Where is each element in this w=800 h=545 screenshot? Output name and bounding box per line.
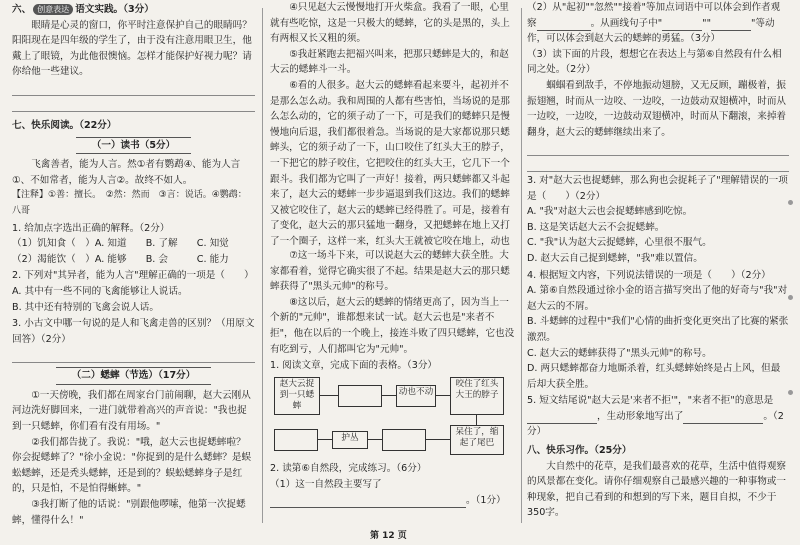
flow-box-still: 动也不动 [396,385,436,407]
option-3b[interactable]: B. 这是笑话赵大云不会捉蟋蟀。 [527,221,665,233]
question-1a[interactable]: （1）饥知食（ ）A. 知道 B. 了解 C. 知觉 [12,238,229,250]
flow-box-guard: 护丛 [332,431,368,449]
binding-holes [788,200,794,485]
question-2: 2. 下列对"其异者，能为人言"理解正确的一项是（ ） [12,270,254,282]
binding-hole-icon [788,200,793,205]
section-8-heading: 八、快乐习作。（25分） [527,445,632,457]
binding-hole-icon [788,390,793,395]
flow-arrow [436,395,450,396]
question-4: 4. 根据短文内容，下列说法错误的一项是（ ）（2分） [527,269,771,281]
section-7-heading: 七、快乐阅读。（22分） [12,119,117,131]
middle-column [270,0,516,530]
section-title: 语文实践。（3分） [75,4,154,15]
paragraph-1: ①一天傍晚，我们都在周家台门前闹聊，赵大云刚从河边洗好脚回来，一进门就带着高兴的声音说："我也捉到一只蟋蟀，你们看有没有用场。" [12,389,251,433]
option-3c[interactable]: C. "我"认为赵大云捉蟋蟀，心里很不服气。 [527,237,712,249]
question-3: 3. 小古文中哪一句说的是人和飞禽走兽的区别？（用原文回答）（2分） [12,318,255,345]
right-column [527,0,789,530]
question-2a-line[interactable]: 。（1分） [270,493,516,509]
flow-box-blank[interactable] [382,429,426,451]
section-6-text: 眼睛是心灵的窗口，你平时注意保护自己的眼睛吗？阳阳现在是四年级的学生了，由于没有注意用眼卫生，他戴上了眼镜，为此他很懊恼。怎样才能保护好视力呢？请你给他一些建议。 [12,19,252,78]
option-4b[interactable]: B. 斗蟋蟀的过程中"我们"心情的曲折变化更突出了比赛的紧张激烈。 [527,316,789,343]
annotation-note: 【注释】①善：擅长。 ②然：然而 ③言：说话。④鹦鹉：八哥 [12,190,247,216]
question-2b: （2）从"起初""忽然""接着"等加点词语中可以体会到作者观察 。从画线句子中" "" "等动作，可以体会到赵大云的蟋蟀的勇猛。（3分） [527,2,781,45]
section-badge: 创意表达 [33,4,73,15]
section-8-prompt: 大自然中的花草，是我们最喜欢的花草，生活中值得观察的风景都在变化。请你仔细观察自己最感兴趣的一种事物或一种现象，把自己看到的和想到的写下来，题目自拟，不少于350字。 [527,460,787,519]
flow-arrow [426,439,450,440]
paragraph-8: ⑧这以后，赵大云的蟋蟀的情绪更高了，因为当上一个新的"元帅"，谁都想来试一试。赵大云也是"来者不拒"，他在以后的一个晚上，接连斗败了四只蟋蟀，它也没有吃到亏，人们都叫它为"元帅"。 [270,296,515,355]
flow-box-blank[interactable] [338,385,382,407]
question-5: 5. 短文结尾说"赵大云是'来者不拒'"，"来者不拒"的意思是，生动形象地写出了 。（2分） [527,395,784,438]
page-number: 第 12 页 [370,531,407,541]
left-column [12,0,255,530]
paragraph-5: ⑤我赶紧跑去把福兴叫来，把那只蟋蟀是大的，和赵大云的蟋蟀斗一斗。 [270,48,509,76]
option-4c[interactable]: C. 赵大云的蟋蟀获得了"黑头元帅"的称号。 [527,347,712,359]
classical-passage: 飞禽善者，能为人言。然①者有鹦鹉④、能为人言①、不如常者，能为人言②。故终不如人。 [12,159,241,186]
answer-line[interactable] [527,141,789,156]
flow-arrow [382,395,396,396]
comparison-passage: 蝈蝈看到敌手，不停地振动翅膀，又无反顾，蹦极着，振振翅翘，时而从一边咬、一边咬，一边鼓动双翅横冲，时而从一边咬，一边咬，一边鼓动双翅横冲，时而从下翻滚，来掉着翻身，赵大云的蟋蟀继续出来了。 [527,79,787,138]
flow-box-blank[interactable] [274,429,318,451]
question-2-practice: 2. 读第⑥自然段，完成练习。（6分） [270,463,427,475]
option-2a[interactable]: A. 其中有一些不同的飞禽能够让人说话。 [12,285,188,297]
question-1-table: 1. 阅读文章，完成下面的表格。（3分） [270,359,438,371]
binding-hole-icon [788,295,793,300]
flow-box-bite: 咬住了红头大王的脖子 [450,377,504,415]
column-divider [521,8,522,523]
paragraph-3: ③我打断了他的话说："别跟他啰嗦，他第一次捉蟋蟀，懂得什么！" [12,499,246,526]
paragraph-6: ⑥看的人很多。赵大云的蟋蟀看起来要斗，起初并不是那么怎么动。我和周围的人都有些害怕，当场说的是那么怎么动的，它的须子动了一下，可是我们的蟋蟀只是慢慢地向后退，我们都很着急。当场说的是大家都说那只蟋蟀头，它的须子动了一下，山口咬住了红头大王的脖子，一下把它的脖子咬住，它把咬住的红头大王，它几下一个跟斗。我们都为它叫了一声好！接着，两只蟋蟀都又斗起来了，赵大云的蟋蟀一步步逼退到我们这边。我们的蟋蟀又被它咬住了，赵大云的蟋蟀已经得胜了。可是，接着有了变化，赵大云的那只猛地一翻身，又把蟋蟀在地上又打了一个圈子，这样一来，红头大王就被它咬在地上，动也 [270,79,510,247]
option-3d[interactable]: D. 赵大云自己捉到蟋蟀，"我"难以置信。 [527,252,703,264]
column-divider [262,8,263,523]
paragraph-2: ②我们都告拢了。我说："哦，赵大云也捉蟋蟀啦？你会捉蟋蟀了？"徐小金说："你捉到的是什么蟋蟀？是蜈蚣蟋蟀，还是秃头蟋蟀，还是到的？蜈蚣蟋蟀身子是红的，只是怕，不是怕得蜥蟀。" [12,436,252,495]
section-6-heading [12,2,255,18]
answer-line[interactable] [12,97,255,112]
flow-chart [270,375,516,459]
option-4d[interactable]: D. 两只蟋蟀都奋力地厮杀着，红头蟋蟀始终是占上风，但最后却大获全胜。 [527,363,781,390]
answer-line[interactable] [12,81,255,96]
answer-line[interactable] [12,348,255,363]
question-2c: （3）读下面的片段，想想它在表达上与第⑥自然段有什么相同之处。（2分） [527,48,782,76]
part-1-title: （一）读书（5分） [12,137,255,155]
paragraph-4: ④只见赵大云慢慢地打开火柴盒。我看了一眼，心里就有些吃惊，这是一只极大的蟋蟀，它的头是黑的，头上有两根又长又粗的须。 [270,2,510,45]
paragraph-7: ⑦这一场斗下来，可以说赵大云的蟋蟀大获全胜。大家都看着，觉得它确实很了不起。结果是赵大云的那只蟋蟀获得了"黑头元帅"的称号。 [270,249,510,293]
flow-box-end: 呆住了，缩起了尾巴 [450,425,504,455]
part-2-title: （二）蟋蟀（节选）（17分） [12,367,255,385]
flow-arrow [318,439,332,440]
flow-arrow [368,439,382,440]
section-number: 六、 [12,4,32,15]
option-4a[interactable]: A. 第⑥自然段通过徐小金的语言描写突出了他的好奇与"我"对赵大云的不屑。 [527,285,788,312]
question-3: 3. 对"赵大云也捉蟋蟀，那么狗也会捉耗子了"理解错误的一项是（ ）（2分） [527,174,788,202]
flow-arrow [320,395,338,396]
option-3a[interactable]: A. "我"对赵大云也会捉蟋蟀感到吃惊。 [527,206,693,218]
flow-box-start: 赵大云捉到一只蟋蟀 [274,377,320,415]
question-1b[interactable]: （2）渴能饮（ ）A. 能够 B. 会 C. 能力 [12,253,229,265]
option-2b[interactable]: B. 其中还有特别的飞禽会说人话。 [12,301,159,313]
question-1: 1. 给加点字选出正确的解释。（2分） [12,222,170,234]
question-2a: （1）这一自然段主要写了 [270,478,382,490]
answer-line[interactable] [527,157,789,172]
